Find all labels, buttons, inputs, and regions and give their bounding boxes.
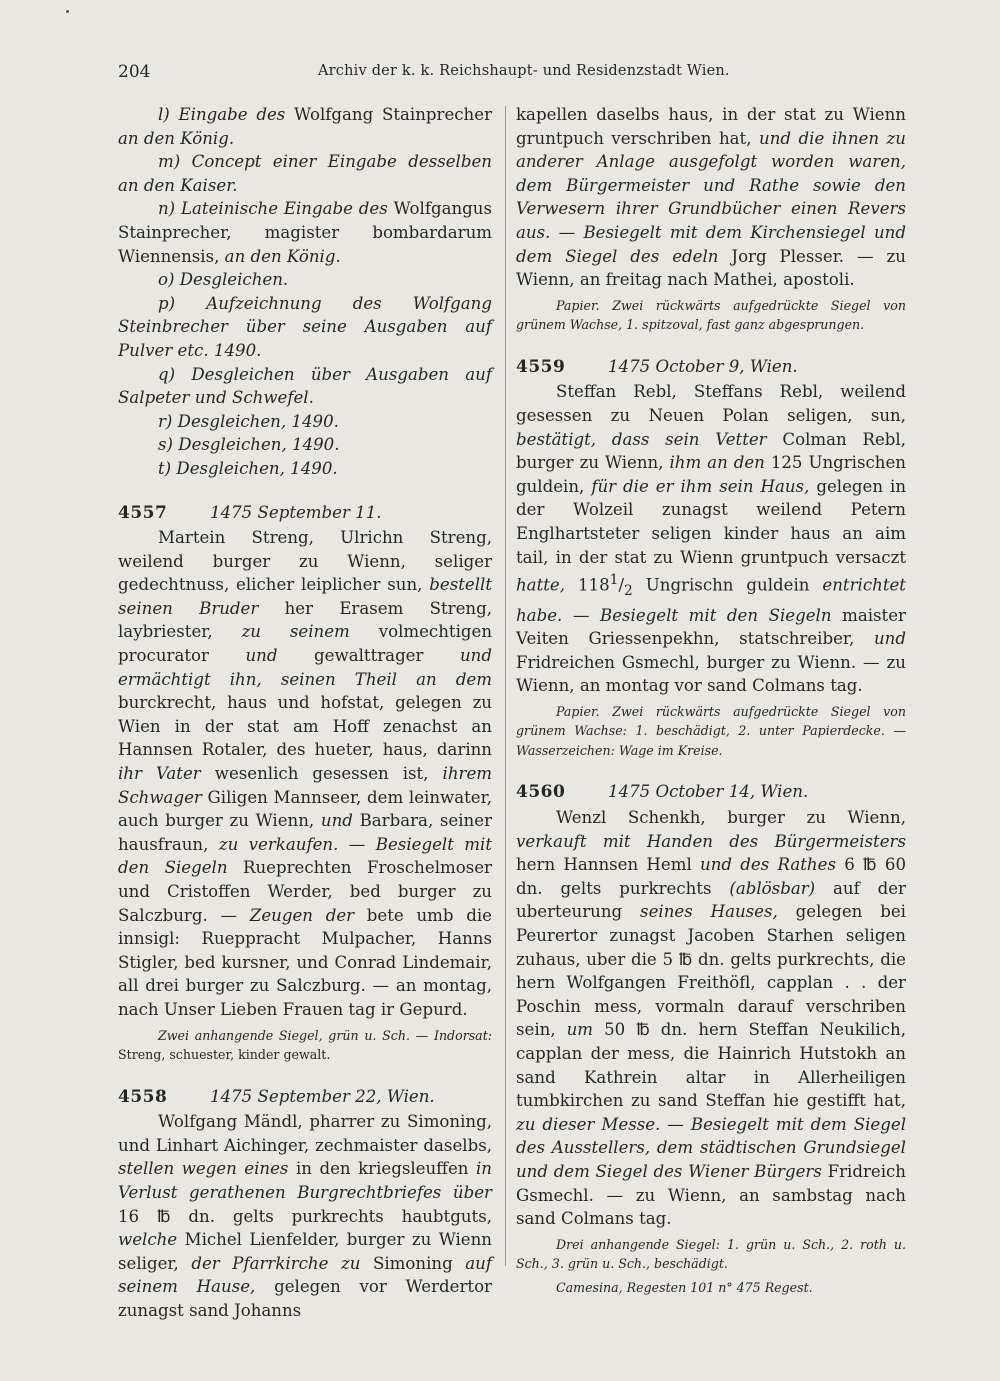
entry-note: Drei anhangende Siegel: 1. grün u. Sch., 2. roth u. Sch., 3. grün u. Sch., beschädigt.: [516, 1236, 906, 1272]
list-item: p) Aufzeichnung des Wolfgang Steinbrecher über seine Ausgaben auf Pulver etc. 1490.: [118, 293, 492, 360]
enclosure-list: [118, 103, 492, 481]
entry-4558: [118, 1085, 492, 1323]
entry-number: 4559: [516, 356, 566, 377]
entry-4557: [118, 501, 492, 1065]
list-item: t) Desgleichen, 1490.: [158, 458, 338, 478]
entry-reference: Camesina, Regesten 101 n° 475 Regest.: [556, 1279, 813, 1295]
entry-body: Wolfgang Mändl, pharrer zu Simoning, und Linhart Aichinger, zechmaister daselbs, stellen wegen eines in den kriegsleuffen in Verlust gerathenen Burgrechtbriefes über 16 ℔ dn. gelts purkrechts haubtguts, welche Michel Lienfelder, burger zu Wienn seliger, der Pfarrkirche zu Simoning auf seinem Hause, gelegen vor Werdertor zunagst sand Johanns: [118, 1112, 492, 1320]
entry-4559: [516, 355, 906, 761]
entry-number: 4560: [516, 782, 566, 803]
list-item: r) Desgleichen, 1490.: [158, 411, 339, 431]
entry-note: Zwei anhangende Siegel, grün u. Sch. — Indorsat: Streng, schuester, kinder gewalt.: [118, 1027, 492, 1063]
entry-4560: [516, 780, 906, 1297]
entry-date: 1475 October 9, Wien.: [608, 356, 798, 376]
entry-heading: [118, 501, 492, 526]
margin-dot: [66, 10, 69, 13]
column-divider: [505, 106, 506, 1266]
entry-note: Papier. Zwei rückwärts aufgedrückte Siegel von grünem Wachse, 1. spitzoval, fast ganz abgesprungen.: [516, 297, 906, 333]
list-item: l) Eingabe des Wolfgang Stainprecher an den König.: [118, 105, 492, 148]
list-item: s) Desgleichen, 1490.: [158, 435, 340, 455]
entry-note: Papier. Zwei rückwärts aufgedrückte Siegel von grünem Wachse: 1. beschädigt, 2. unter Papierdecke. — Wasserzeichen: Wage im Kreise.: [516, 703, 906, 758]
entry-body: Martein Streng, Ulrichn Streng, weilend burger zu Wienn, seliger gedechtnuss, elicher leiplicher sun, bestellt seinen Bruder her Erasem Streng, laybriester, zu seinem volmechtigen procurator und gewalttrager und ermächtigt ihn, seinen Theil an dem burckrecht, haus und hofstat, gelegen zu Wien in der stat am Hoff zenachst an Hannsen Rotaler, des hueter, haus, darinn ihr Vater wesenlich gesessen ist, ihrem Schwager Giligen Mannseer, dem leinwater, auch burger zu Wienn, und Barbara, seiner hausfraun, zu verkaufen. — Besiegelt mit den Siegeln Rueprechten Froschelmoser und Cristoffen Werder, bed burger zu Salczburg. — Zeugen der bete umb die innsigl: Rueppracht Mulpacher, Hanns Stigler, bed kursner, und Conrad Lindemair, all drei burger zu Salczburg. — an montag, nach Unser Lieben Frauen tag ir Gepurd.: [118, 528, 493, 1019]
entry-number: 4558: [118, 1086, 168, 1107]
entry-body-continued: kapellen daselbs haus, in der stat zu Wienn gruntpuch verschriben hat, und die ihnen zu anderer Anlage ausgefolgt worden waren, dem Bürgermeister und Rathe sowie den Verwesern ihrer Grundbücher einen Revers aus. — Besiegelt mit dem Kirchensiegel und dem Siegel des edeln Jorg Plesser. — zu Wienn, an freitag nach Mathei, apostoli.: [516, 105, 906, 290]
entry-number: 4557: [118, 502, 168, 523]
entry-heading: [118, 1085, 492, 1110]
entry-date: 1475 September 22, Wien.: [210, 1086, 435, 1106]
list-item: n) Lateinische Eingabe des Wolfgangus Stainprecher, magister bombardarum Wiennensis, an den König.: [118, 199, 492, 266]
left-column: [118, 103, 492, 1323]
entry-body: Wenzl Schenkh, burger zu Wienn, verkauft mit Handen des Bürgermeisters hern Hannsen Heml und des Rathes 6 ℔ 60 dn. gelts purkrechts (ablösbar) auf der uberteurung seines Hauses, gelegen bei Peurertor zunagst Jacoben Starhen seligen zuhaus, uber die 5 ℔ dn. gelts purkrechts, die hern Wolfgangen Freithöfl, capplan . . der Poschin mess, vormaln darauf verschriben sein, um 50 ℔ dn. hern Steffan Neukilich, capplan der mess, die Hainrich Hutstokh an sand Kathrein altar in Allerheiligen tumbkirchen zu sand Steffan hie gestifft hat, zu dieser Messe. — Besiegelt mit dem Siegel des Ausstellers, dem städtischen Grundsiegel und dem Siegel des Wiener Bürgers Fridreich Gsmechl. — zu Wienn, an sambstag nach sand Colmans tag.: [516, 808, 907, 1229]
entry-date: 1475 October 14, Wien.: [608, 782, 809, 802]
page-header: [118, 62, 892, 86]
page-number: 204: [118, 62, 151, 82]
list-item: q) Desgleichen über Ausgaben auf Salpeter und Schwefel.: [118, 364, 492, 408]
list-item: m) Concept einer Eingabe desselben an den Kaiser.: [118, 152, 492, 195]
list-item: o) Desgleichen.: [158, 270, 289, 290]
entry-heading: [516, 780, 906, 805]
right-column: [516, 103, 906, 1297]
entry-date: 1475 September 11.: [210, 502, 382, 522]
entry-body: Steffan Rebl, Steffans Rebl, weilend gesessen zu Neuen Polan seligen, sun, bestätigt, dass sein Vetter Colman Rebl, burger zu Wienn, ihm an den 125 Ungrischen guldein, für die er ihm sein Haus, gelegen in der Wolzeil zunagst weilend Petern Englhartsteter seligen kinder haus an aim tail, in der stat zu Wienn gruntpuch versaczt hatte, $118^1/_2$ Ungrischn guldein entrichtet habe. — Besiegelt mit den Siegeln maister Veiten Griessenpekhn, statschreiber, und Fridreichen Gsmechl, burger zu Wienn. — zu Wienn, an montag vor sand Colmans tag.: [516, 382, 907, 696]
entry-heading: [516, 355, 906, 380]
running-title: Archiv der k. k. Reichshaupt- und Residenzstadt Wien.: [318, 63, 730, 79]
